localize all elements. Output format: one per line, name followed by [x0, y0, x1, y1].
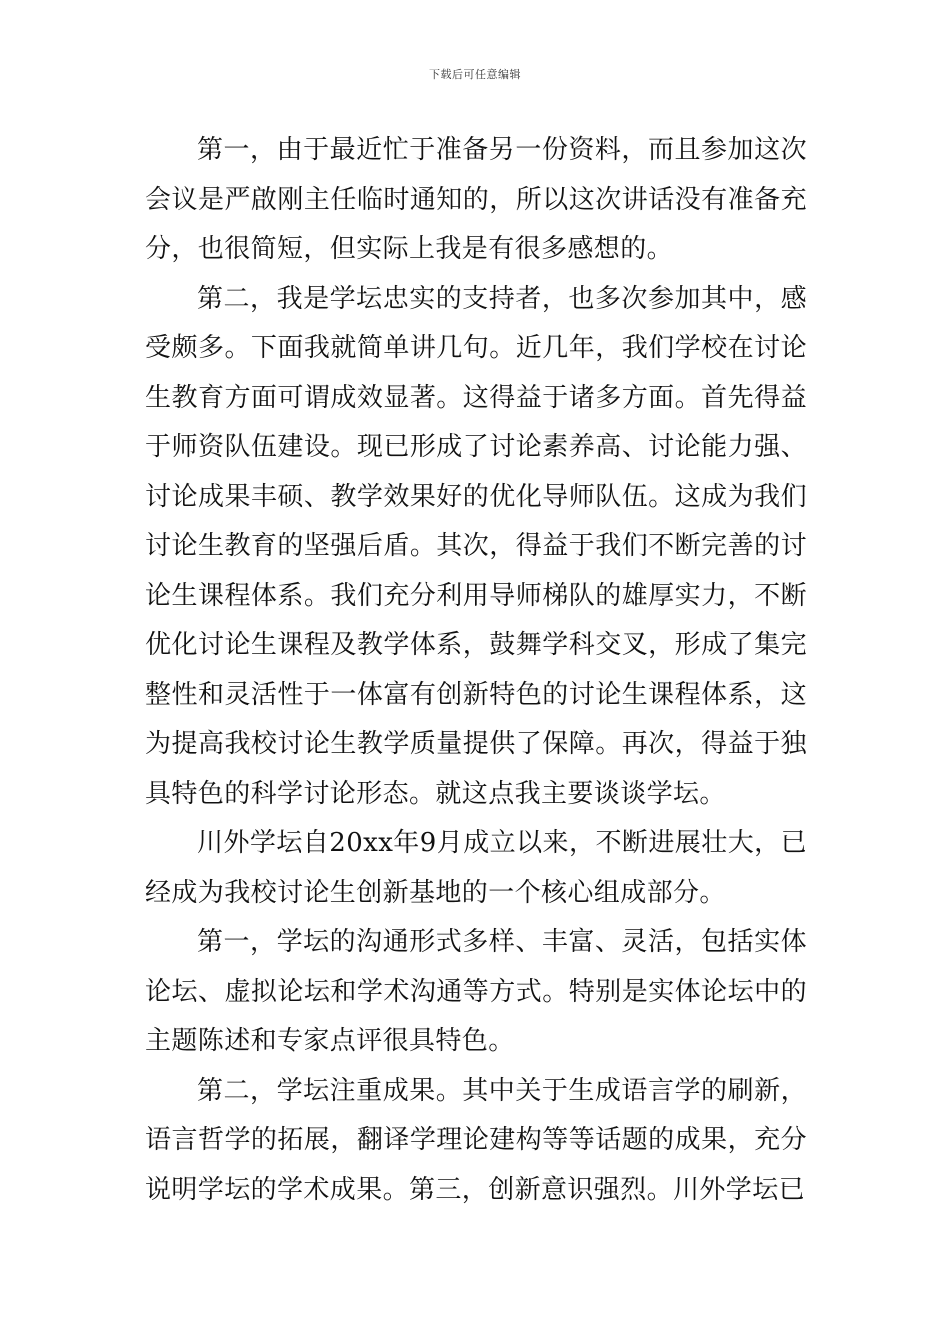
paragraph-4: 第一，学坛的沟通形式多样、丰富、灵活，包括实体论坛、虚拟论坛和学术沟通等方式。特别是实体论坛中的主题陈述和专家点评很具特色。: [145, 927, 807, 1056]
paragraph-3: 川外学坛自20xx年9月成立以来，不断进展壮大，已经成为我校讨论生创新基地的一个核心组成部分。: [145, 828, 807, 908]
paragraph-1: 第一，由于最近忙于准备另一份资料，而且参加这次会议是严啟刚主任临时通知的，所以这次讲话没有准备充分，也很简短，但实际上我是有很多感想的。: [145, 135, 807, 264]
paragraph-5: 第二，学坛注重成果。其中关于生成语言学的刷新，语言哲学的拓展，翻译学理论建构等等话题的成果，充分说明学坛的学术成果。第三，创新意识强烈。川外学坛已: [145, 1075, 807, 1205]
paragraph-2: 第二，我是学坛忠实的支持者，也多次参加其中，感受颇多。下面我就简单讲几句。近几年，我们学校在讨论生教育方面可谓成效显著。这得益于诸多方面。首先得益于师资队伍建设。现已形成了讨论素养高、讨论能力强、讨论成果丰硕、教学效果好的优化导师队伍。这成为我们讨论生教育的坚强后盾。其次，得益于我们不断完善的讨论生课程体系。我们充分利用导师梯队的雄厚实力，不断优化讨论生课程及教学体系，鼓舞学科交叉，形成了集完整性和灵活性于一体富有创新特色的讨论生课程体系，这为提高我校讨论生教学质量提供了保障。再次，得益于独具特色的科学讨论形态。就这点我主要谈谈学坛。: [145, 283, 807, 809]
document-body: [145, 126, 807, 1215]
page-header: 下载后可任意编辑: [429, 68, 521, 81]
